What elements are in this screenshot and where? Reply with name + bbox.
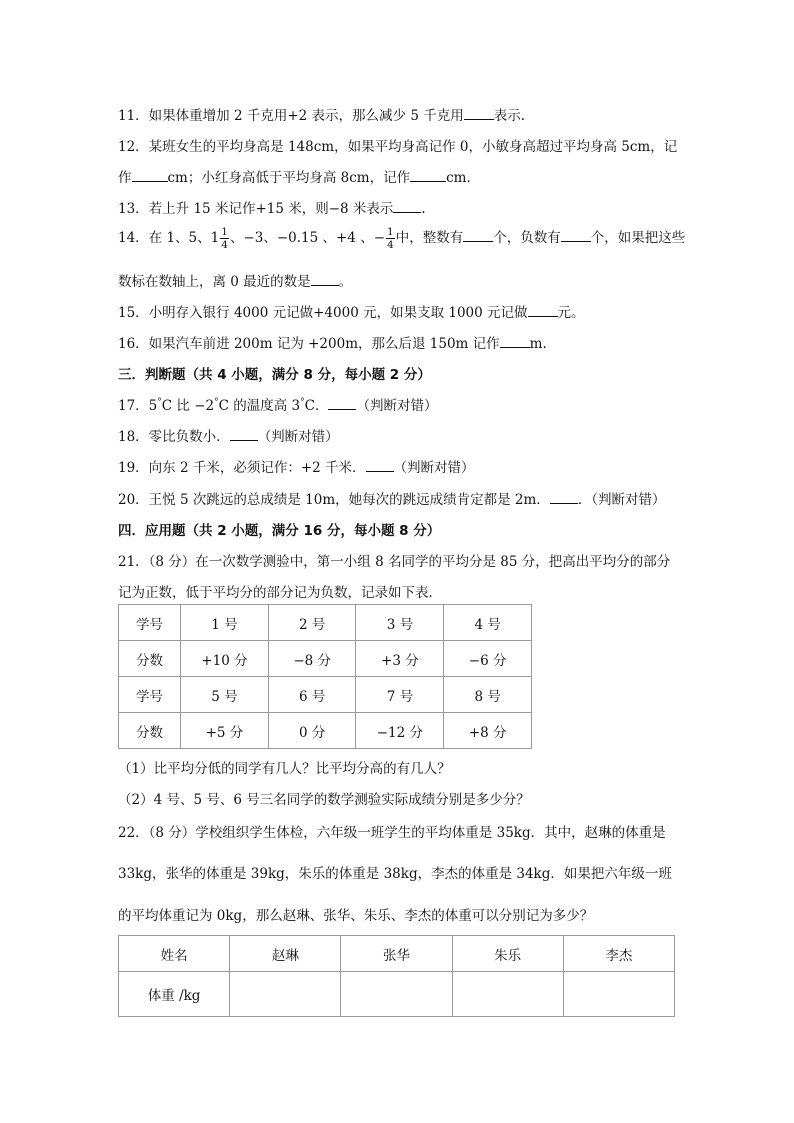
table-header-cell: 姓名 [119,936,230,972]
q15-text: 15．小明存入银行 4000 元记做+4000 元，如果支取 1000 元记做 [118,305,528,321]
q12-text-b: 作 [118,170,132,186]
table-row [119,677,532,713]
answer-blank[interactable] [550,491,578,504]
row-header-cell: 体重 /kg [119,972,230,1017]
table-cell: −8 分 [268,641,356,677]
question-21-sub-2: （2）4 号、5 号、6 号三名同学的数学测验实际成绩分别是多少分？ [118,792,530,808]
table-header-cell: 张华 [341,936,452,972]
table-cell: +10 分 [181,641,269,677]
q14-text-c: 中，整数有 [395,230,464,246]
table-cell: −6 分 [444,641,532,677]
question-17: 17．5°C 比 −2°C 的温度高 3°C． （判断对错） [118,397,438,414]
table-cell: 7 号 [356,677,444,713]
question-18 [118,425,339,445]
table-header-row [119,936,675,972]
table-row [119,713,532,749]
question-21-line-1: 21．（8 分）在一次数学测验中，第一小组 8 名同学的平均分是 85 分，把高出平均分的部分 [118,554,671,570]
question-20 [118,488,666,508]
question-21-sub-1: （1）比平均分低的同学有几人？比平均分高的有几人？ [118,761,451,777]
fraction-one-quarter: $\frac{1}{4}$ [387,226,394,251]
q11-tail: 表示. [493,108,526,124]
q12-text: 12．某班女生的平均身高是 148cm，如果平均身高记作 0，小敏身高超过平均身高 5cm，记 [118,139,678,155]
table-cell: 0 分 [268,713,356,749]
answer-blank[interactable] [311,273,339,286]
question-19 [118,456,475,476]
q11-text: 11．如果体重增加 2 千克用+2 表示，那么减少 5 千克用 [118,108,464,124]
q14-text-d: 个，负数有 [493,230,561,246]
q14-text-e: 个，如果把这些 [590,230,686,246]
answer-blank[interactable] [464,107,494,120]
row-header-cell: 分数 [119,713,181,749]
answer-blank[interactable] [561,229,591,242]
answer-cell[interactable] [452,972,563,1017]
q16-text: 16．如果汽车前进 200m 记为 +200m，那么后退 150m 记作 [118,336,500,352]
score-table [118,604,532,749]
question-22-line-1: 22．（8 分）学校组织学生体检，六年级一班学生的平均体重是 35kg．其中，赵琳的体重是 [118,825,666,841]
table-cell: 6 号 [268,677,356,713]
q16-tail: m. [529,336,547,352]
table-cell: 8 号 [444,677,532,713]
table-cell: 5 号 [181,677,269,713]
q17-tail: （判断对错） [356,398,438,414]
answer-blank[interactable] [366,459,394,472]
q19-tail: （判断对错） [393,460,475,476]
table-row [119,972,675,1017]
question-14-line-1 [118,226,685,251]
weight-table [118,935,675,1017]
question-16 [118,332,547,352]
answer-cell[interactable] [230,972,341,1017]
q13-text: 13．若上升 15 米记作+15 米，则−8 米表示 [118,201,394,217]
table-cell: −12 分 [356,713,444,749]
q18-tail: （判断对错） [257,429,339,445]
section-heading-judgement: 三．判断题（共 4 小题，满分 8 分，每小题 2 分） [118,367,431,383]
table-cell: 3 号 [356,605,444,641]
answer-blank[interactable] [463,229,493,242]
question-22-line-3: 的平均体重记为 0kg，那么赵琳、张华、朱乐、李杰的体重可以分别记为多少？ [118,908,594,924]
q15-tail: 元。 [557,305,585,321]
answer-blank[interactable] [393,200,421,213]
answer-blank[interactable] [328,397,356,410]
answer-cell[interactable] [563,972,674,1017]
answer-cell[interactable] [341,972,452,1017]
question-13 [118,197,426,217]
table-cell: +8 分 [444,713,532,749]
question-14-line-2 [118,270,352,290]
q20-text: 20．王悦 5 次跳远的总成绩是 10m，她每次的跳远成绩肯定都是 2m． [118,492,550,508]
q13-tail: . [421,201,426,217]
table-cell: +5 分 [181,713,269,749]
q14-text-f: 数标在数轴上，离 0 最近的数是 [118,274,311,290]
table-header-cell: 朱乐 [452,936,563,972]
q14-text: 14．在 1、5、1 [118,230,220,246]
answer-blank[interactable] [132,169,168,182]
answer-blank[interactable] [410,169,446,182]
q14-text-b: 、−3、−0.15 、+4 、− [229,230,386,246]
table-cell: +3 分 [356,641,444,677]
question-21-line-2: 记为正数，低于平均分的部分记为负数，记录如下表． [118,585,442,601]
question-12-line-1 [118,135,677,155]
table-cell: 4 号 [444,605,532,641]
question-15 [118,301,585,321]
answer-blank[interactable] [528,304,558,317]
question-22-line-2: 33kg，张华的体重是 39kg，朱乐的体重是 38kg，李杰的体重是 34kg．如果把六年级一班 [118,866,672,882]
question-12-line-2 [118,166,480,186]
table-header-cell: 李杰 [563,936,674,972]
q17-text: 17．5 [118,398,158,414]
fraction-one-quarter: $\frac{1}{4}$ [221,226,228,251]
table-header-cell: 赵琳 [230,936,341,972]
row-header-cell: 学号 [119,677,181,713]
table-cell: 2 号 [268,605,356,641]
row-header-cell: 分数 [119,641,181,677]
q19-text: 19．向东 2 千米，必须记作：+2 千米． [118,460,366,476]
section-heading-application: 四．应用题（共 2 小题，满分 16 分，每小题 8 分） [118,523,441,539]
q14-tail: 。 [338,274,353,290]
table-cell: 1 号 [181,605,269,641]
q12-text-c: cm；小红身高低于平均身高 8cm，记作 [167,170,411,186]
q20-tail: ．（判断对错） [577,492,666,508]
question-11 [118,104,525,124]
q18-text: 18．零比负数小． [118,429,230,445]
table-row [119,605,532,641]
table-row [119,641,532,677]
answer-blank[interactable] [230,428,258,441]
q12-text-d: cm． [446,170,480,186]
answer-blank[interactable] [500,335,530,348]
row-header-cell: 学号 [119,605,181,641]
